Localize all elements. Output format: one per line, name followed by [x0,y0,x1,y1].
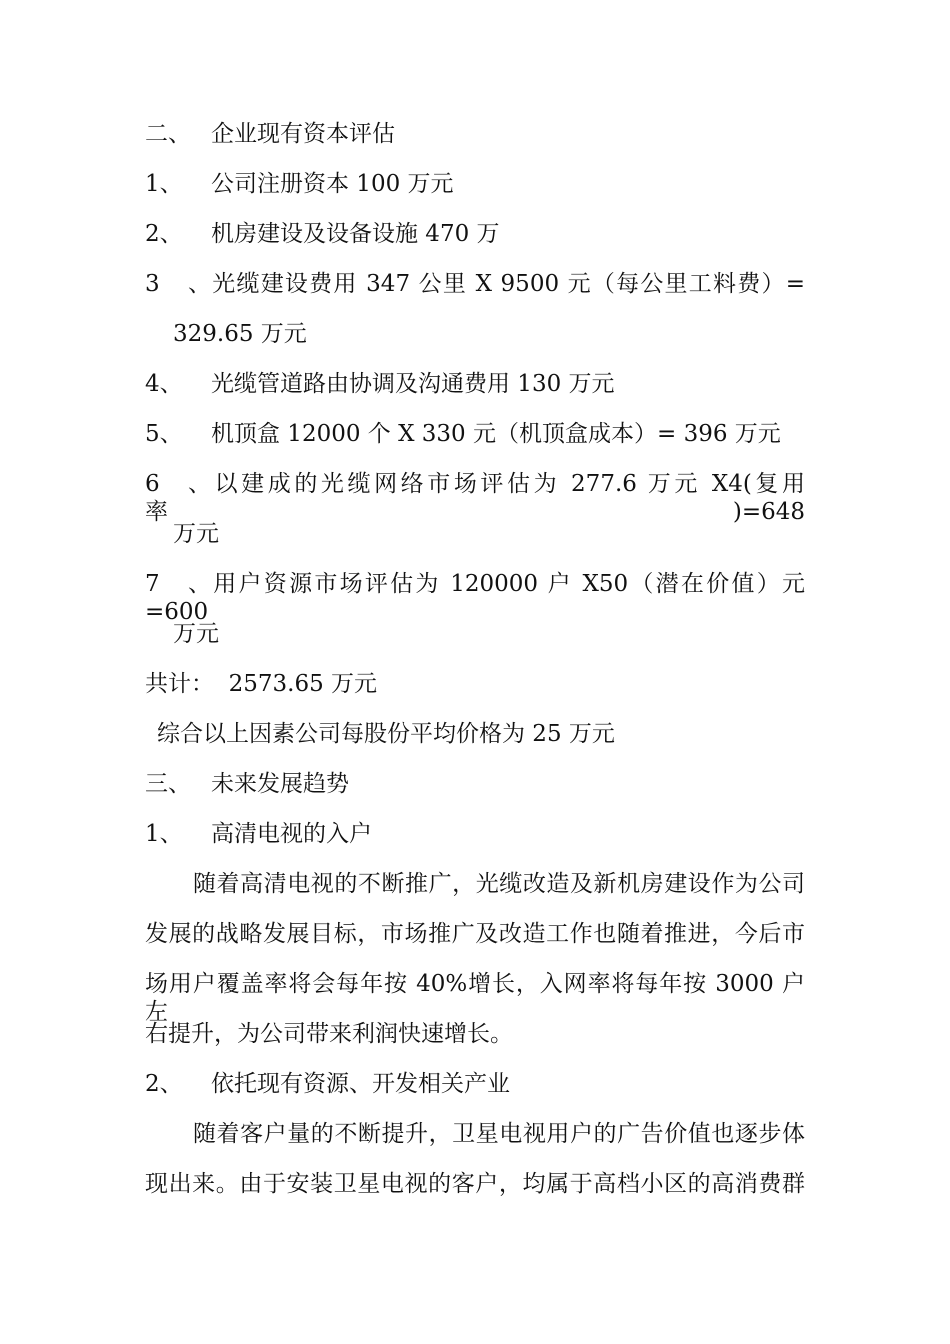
item-continuation: 329.65 万元 [173,321,307,347]
paragraph-line: 现出来。由于安装卫星电视的客户，均属于高档小区的高消费群 [145,1171,805,1197]
item-text: 机顶盒 12000 个 X 330 元（机顶盒成本）= 396 万元 [211,421,781,447]
section-heading-3 [145,770,805,798]
item-text: 机房建设及设备设施 470 万 [211,221,500,247]
list-item [145,420,805,448]
item-number: 1、 [145,171,183,197]
item-text: 光缆管道路由协调及沟通费用 130 万元 [211,371,615,397]
list-item [145,370,805,398]
item-text: 以建成的光缆网络市场评估为 277.6 万元 X4(复用率)=648 [145,471,805,525]
item-text: 用户资源市场评估为 120000 户 X50（潜在价值）元=600 [145,571,805,625]
item-number: 4、 [145,371,183,397]
summary-line: 综合以上因素公司每股份平均价格为 25 万元 [157,721,615,747]
item-number: 3、 [145,271,211,297]
section-number: 二、 [145,121,191,147]
section-title: 企业现有资本评估 [211,121,395,147]
subsection-title: 高清电视的入户 [211,821,372,847]
item-continuation: 万元 [173,621,219,647]
item-continuation: 万元 [173,521,219,547]
subsection-heading [145,1070,805,1098]
total-line: 共计： 2573.65 万元 [145,671,378,697]
list-item [145,170,805,198]
list-item [145,470,805,526]
section-number: 三、 [145,771,191,797]
item-number: 2、 [145,221,183,247]
paragraph-line: 随着客户量的不断提升，卫星电视用户的广告价值也逐步体 [193,1121,805,1147]
item-text: 光缆建设费用 347 公里 X 9500 元（每公里工料费）= [211,271,805,297]
subsection-title: 依托现有资源、开发相关产业 [211,1071,510,1097]
paragraph-line: 场用户覆盖率将会每年按 40%增长，入网率将每年按 3000 户左 [145,971,805,1025]
subsection-heading [145,820,805,848]
subsection-number: 1、 [145,821,183,847]
list-item [145,270,805,298]
paragraph-line: 右提升，为公司带来利润快速增长。 [145,1021,513,1047]
subsection-number: 2、 [145,1071,183,1097]
list-item [145,570,805,626]
list-item [145,220,805,248]
paragraph-line: 随着高清电视的不断推广，光缆改造及新机房建设作为公司 [193,871,805,897]
item-number: 5、 [145,421,183,447]
section-heading-2 [145,120,805,148]
item-number: 7、 [145,571,211,597]
item-number: 6、 [145,471,211,497]
item-text: 公司注册资本 100 万元 [211,171,454,197]
paragraph-line: 发展的战略发展目标，市场推广及改造工作也随着推进，今后市 [145,921,805,947]
section-title: 未来发展趋势 [211,771,349,797]
